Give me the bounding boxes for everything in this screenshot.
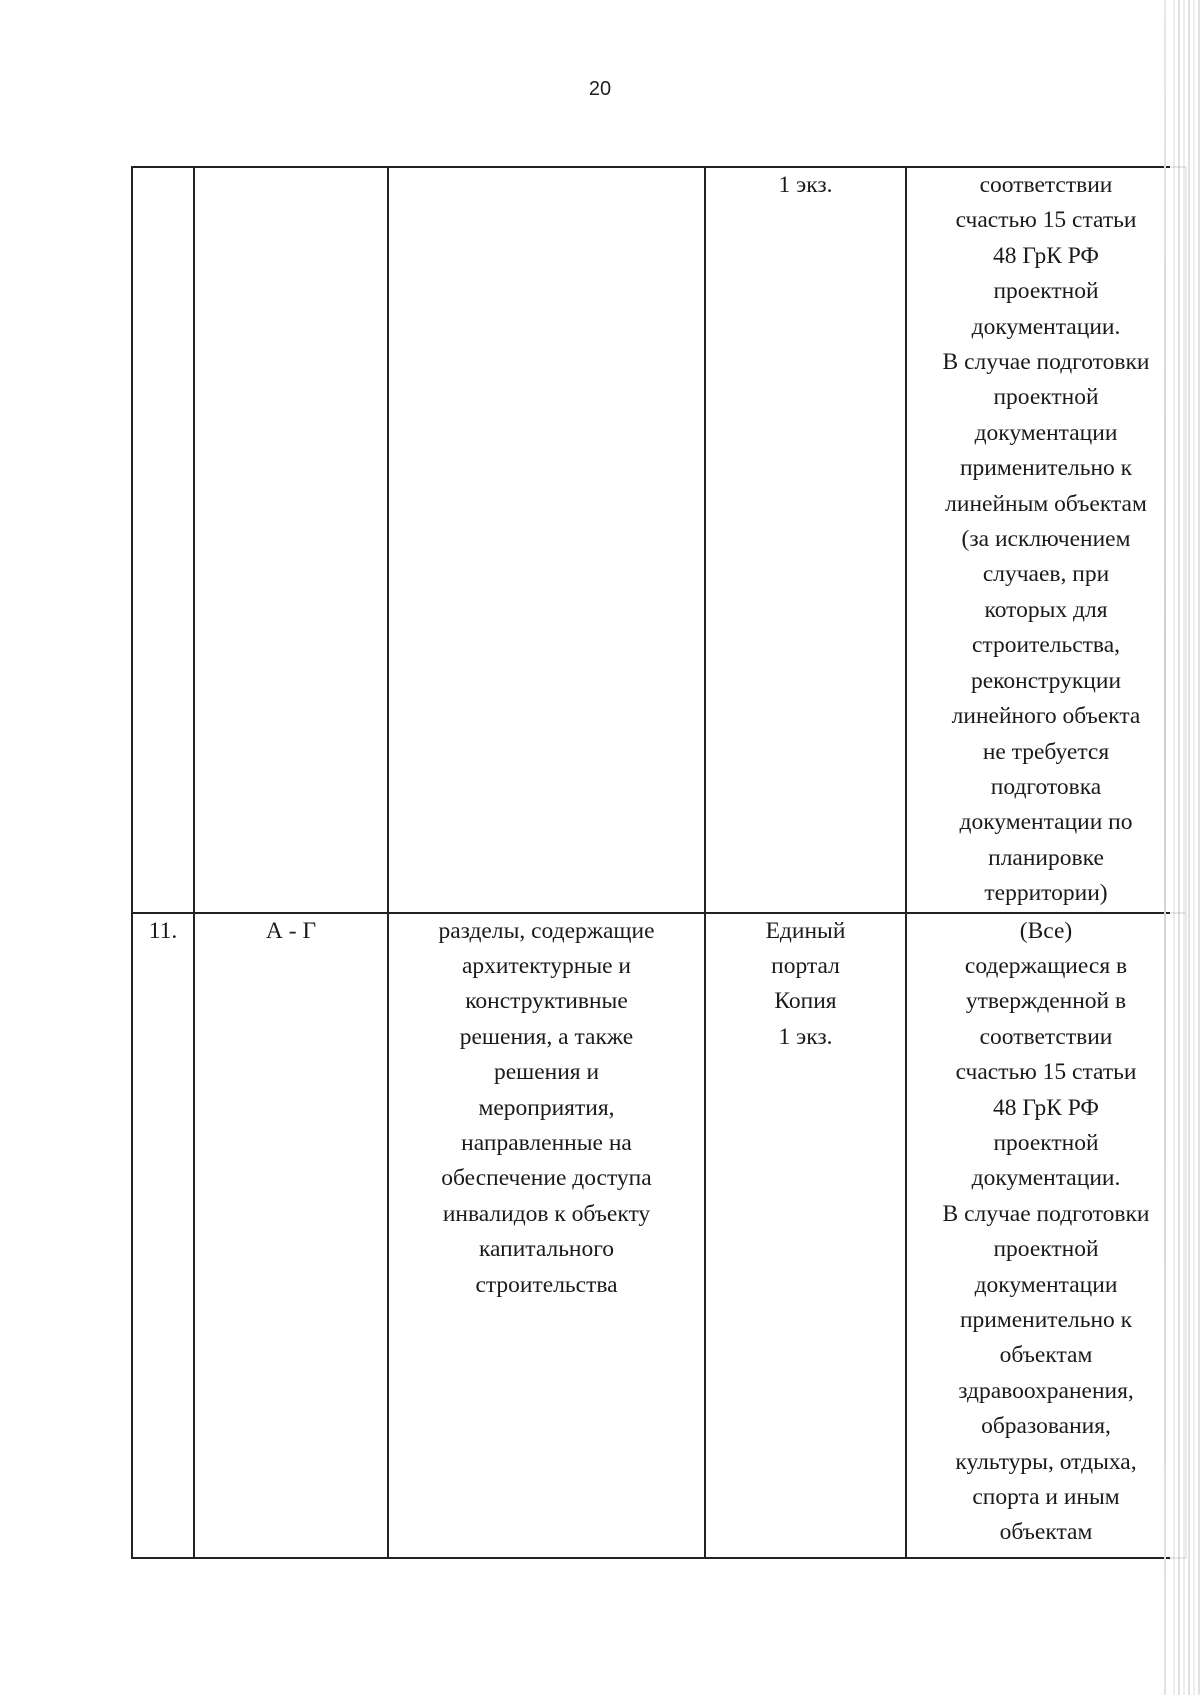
cell-text-line: документации. <box>971 1165 1121 1192</box>
row-form-cell <box>705 167 906 913</box>
cell-text-line: не требуется <box>982 738 1110 765</box>
cell-text-line: направленные на <box>461 1129 632 1156</box>
cell-text-line: строительства, <box>972 632 1120 659</box>
cell-text-line: 48 ГрК РФ <box>992 242 1099 269</box>
cell-text-line: документации <box>974 419 1118 446</box>
cell-text-line: линейного объекта <box>951 703 1141 730</box>
cell-text-line: линейным объектам <box>945 490 1147 517</box>
scan-edge-stripes <box>1170 0 1200 1695</box>
cell-text-line: архитектурные и <box>461 952 632 979</box>
cell-text-line: В случае подготовки <box>942 1200 1150 1227</box>
cell-text-line: решения и <box>493 1059 600 1086</box>
cell-text-line: объектам <box>999 1519 1093 1546</box>
cell-text-line: утвержденной в <box>965 988 1127 1015</box>
cell-text-line: капитального <box>478 1236 615 1263</box>
cell-text-line: соответствии <box>979 1023 1113 1050</box>
table-row <box>132 913 1186 1558</box>
cell-text-line: планировке <box>988 844 1104 871</box>
cell-text-line: подготовка <box>990 773 1102 800</box>
table-row <box>132 167 1186 913</box>
row-name-cell <box>388 167 705 913</box>
row-form-cell <box>705 913 906 1558</box>
cell-text-line: конструктивные <box>465 988 628 1015</box>
cell-text-line: инвалидов к объекту <box>442 1200 651 1227</box>
cell-text-line: объектам <box>999 1342 1093 1369</box>
cell-text-line: 1 экз. <box>778 172 833 198</box>
cell-text-line: здравоохранения, <box>958 1377 1134 1404</box>
cell-text-line: применительно к <box>959 455 1133 482</box>
cell-text-line: (за исключением <box>961 526 1131 553</box>
cell-text-line: проектной <box>993 384 1099 411</box>
cell-text-line: которых для <box>984 596 1108 623</box>
cell-text-line: 1 экз. <box>778 1023 833 1050</box>
cell-text-line: документации <box>974 1271 1118 1298</box>
cell-text-line: спорта и иным <box>972 1484 1120 1511</box>
cell-text-line: образования, <box>981 1413 1111 1440</box>
row-note-cell <box>906 913 1186 1558</box>
row-name-cell <box>388 913 705 1558</box>
cell-text-line: счастью 15 статьи <box>955 1059 1137 1086</box>
cell-text-line: Копия <box>774 988 837 1015</box>
cell-text-line: Единый <box>765 917 846 944</box>
cell-text-line: случаев, при <box>982 561 1110 588</box>
cell-text-line: 48 ГрК РФ <box>992 1094 1099 1121</box>
cell-text-line: применительно к <box>959 1307 1133 1333</box>
cell-text-line: документации по <box>959 809 1133 836</box>
row-code-cell: А - Г <box>194 913 388 1558</box>
row-number-cell <box>132 167 194 913</box>
cell-text-line: реконструкции <box>970 667 1122 694</box>
cell-text-line: В случае подготовки <box>942 349 1150 376</box>
cell-text-line: счастью 15 статьи <box>955 207 1137 234</box>
scan-edge-shadow <box>1164 0 1166 1695</box>
cell-text-line: проектной <box>993 1129 1099 1156</box>
row-code-cell <box>194 167 388 913</box>
cell-text-line: решения, а также <box>459 1023 634 1050</box>
cell-text-line: культуры, отдыха, <box>955 1448 1137 1475</box>
cell-text-line: соответствии <box>979 172 1113 198</box>
cell-text-line: документации. <box>971 313 1121 340</box>
page-number: 20 <box>588 78 612 100</box>
cell-text-line: проектной <box>993 1236 1099 1263</box>
row-number-cell: 11. <box>132 913 194 1558</box>
cell-text-line: разделы, содержащие <box>438 917 655 944</box>
row-note-cell <box>906 167 1186 913</box>
cell-text-line: (Все) <box>1019 917 1073 944</box>
requirements-table <box>131 166 1187 1559</box>
cell-text-line: мероприятия, <box>478 1094 615 1121</box>
cell-text-line: строительства <box>475 1271 618 1298</box>
cell-text-line: проектной <box>993 278 1099 305</box>
cell-text-line: территории) <box>984 880 1108 907</box>
cell-text-line: содержащиеся в <box>964 952 1128 979</box>
cell-text-line: обеспечение доступа <box>441 1165 652 1192</box>
cell-text-line: портал <box>771 952 840 979</box>
